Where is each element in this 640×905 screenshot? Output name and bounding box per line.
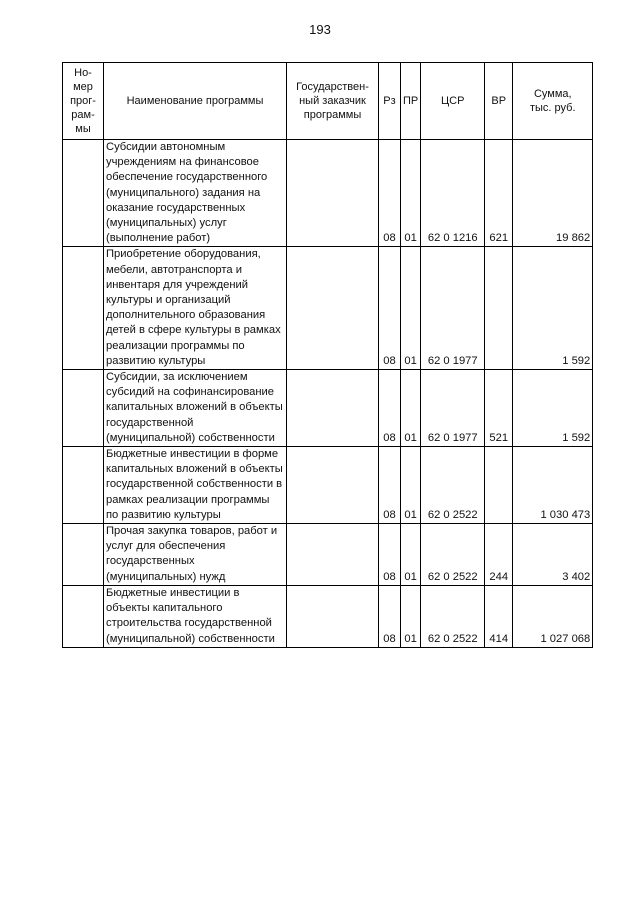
program-name-cell: Бюджетные инвестиции в форме капитальных вложений в объекты государственной собственности в рамках реализации программы по развитию культуры <box>104 447 287 524</box>
pr-cell: 01 <box>401 140 421 247</box>
pr-cell: 01 <box>401 370 421 447</box>
pr-cell: 01 <box>401 524 421 586</box>
customer-cell <box>287 524 379 586</box>
vr-cell: 414 <box>485 585 513 647</box>
program-name-cell: Субсидии автономным учреждениям на финансовое обеспечение государственного (муниципального) задания на оказание государственных (муниципальных) услуг (выполнение работ) <box>104 140 287 247</box>
rz-cell: 08 <box>379 447 401 524</box>
program-name-cell: Приобретение оборудования, мебели, автотранспорта и инвентаря для учреждений культуры и организаций дополнительного образования детей в сфере культуры в рамках реализации программы по развитию культуры <box>104 247 287 370</box>
sum-cell: 3 402 <box>513 524 593 586</box>
vr-cell <box>485 247 513 370</box>
csr-cell: 62 0 1977 <box>421 370 485 447</box>
program-number-cell <box>63 585 104 647</box>
csr-cell: 62 0 1977 <box>421 247 485 370</box>
pr-cell: 01 <box>401 247 421 370</box>
customer-cell <box>287 585 379 647</box>
csr-cell: 62 0 2522 <box>421 585 485 647</box>
header-customer: Государствен- ный заказчик программы <box>287 63 379 140</box>
rz-cell: 08 <box>379 247 401 370</box>
program-number-cell <box>63 140 104 247</box>
sum-cell: 1 592 <box>513 247 593 370</box>
header-pr: ПР <box>401 63 421 140</box>
sum-cell: 1 592 <box>513 370 593 447</box>
sum-cell: 1 030 473 <box>513 447 593 524</box>
csr-cell: 62 0 1216 <box>421 140 485 247</box>
table-row <box>63 447 593 524</box>
program-number-cell <box>63 370 104 447</box>
table-row <box>63 585 593 647</box>
rz-cell: 08 <box>379 524 401 586</box>
table-row <box>63 140 593 247</box>
rz-cell: 08 <box>379 585 401 647</box>
header-vr: ВР <box>485 63 513 140</box>
program-number-cell <box>63 524 104 586</box>
program-number-cell <box>63 247 104 370</box>
program-name-cell: Субсидии, за исключением субсидий на софинансирование капитальных вложений в объекты государственной (муниципальной) собственности <box>104 370 287 447</box>
csr-cell: 62 0 2522 <box>421 524 485 586</box>
table-row <box>63 370 593 447</box>
vr-cell: 621 <box>485 140 513 247</box>
page-number: 193 <box>309 22 331 37</box>
pr-cell: 01 <box>401 447 421 524</box>
rz-cell: 08 <box>379 370 401 447</box>
vr-cell: 244 <box>485 524 513 586</box>
program-number-cell <box>63 447 104 524</box>
program-name-cell: Прочая закупка товаров, работ и услуг для обеспечения государственных (муниципальных) нужд <box>104 524 287 586</box>
pr-cell: 01 <box>401 585 421 647</box>
sum-cell: 19 862 <box>513 140 593 247</box>
table-row <box>63 524 593 586</box>
header-sum: Сумма, тыс. руб. <box>513 63 593 140</box>
sum-cell: 1 027 068 <box>513 585 593 647</box>
header-csr: ЦСР <box>421 63 485 140</box>
header-program-number: Но- мер прог- рам- мы <box>63 63 104 140</box>
header-row <box>63 63 593 140</box>
header-program-name: Наименование программы <box>104 63 287 140</box>
vr-cell <box>485 447 513 524</box>
rz-cell: 08 <box>379 140 401 247</box>
vr-cell: 521 <box>485 370 513 447</box>
customer-cell <box>287 140 379 247</box>
header-rz: Рз <box>379 63 401 140</box>
customer-cell <box>287 247 379 370</box>
table-row <box>63 247 593 370</box>
budget-table <box>62 62 593 648</box>
customer-cell <box>287 447 379 524</box>
csr-cell: 62 0 2522 <box>421 447 485 524</box>
customer-cell <box>287 370 379 447</box>
program-name-cell: Бюджетные инвестиции в объекты капитального строительства государственной (муниципальной) собственности <box>104 585 287 647</box>
